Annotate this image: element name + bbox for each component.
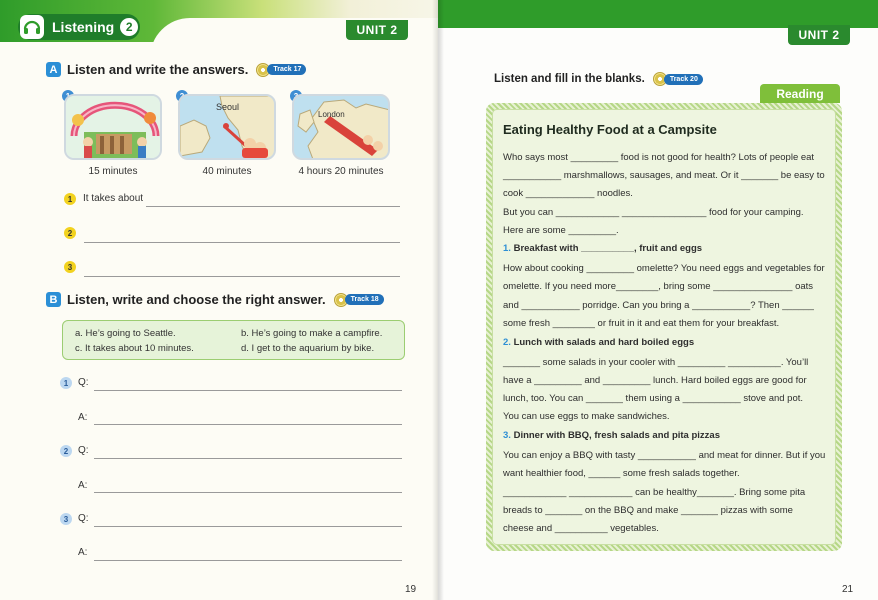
right-header-band <box>438 0 878 28</box>
item-b1-a-label: A: <box>78 412 88 423</box>
item-b3-a-label: A: <box>78 547 88 558</box>
reading-line: some fresh ________ or fruit in it and eat them for your breakfast. <box>503 318 780 329</box>
london-map-picture <box>292 94 390 160</box>
unit-tab-left: UNIT 2 <box>346 20 408 40</box>
reading-line: You can enjoy a BBQ with tasty ___________ and meat for dinner. But if you <box>503 450 826 461</box>
reading-line: But you can ____________ ________________ food for your camping. <box>503 207 804 218</box>
fill-blanks-instruction: Listen and fill in the blanks. <box>494 73 645 85</box>
option-c[interactable]: c. It takes about 10 minutes. <box>75 343 194 354</box>
item-b1-q-label: Q: <box>78 377 89 388</box>
listening-number: 2 <box>120 18 138 36</box>
reading-subheading-3: 3. Dinner with BBQ, fresh salads and pita pizzas <box>503 430 720 441</box>
reading-line: How about cooking _________ omelette? You need eggs and vegetables for <box>503 263 825 274</box>
item-b2-number: 2 <box>60 445 72 457</box>
picture-1-caption: 15 minutes <box>88 166 138 177</box>
item-b2-q-label: Q: <box>78 445 89 456</box>
reading-line: have a _________ and _________ lunch. Hard boiled eggs are good for <box>503 375 807 386</box>
item-a1-number: 1 <box>64 193 76 205</box>
reading-line: Who says most _________ food is not good for health? Lots of people eat <box>503 152 815 163</box>
track-18-badge[interactable]: Track 18 <box>334 293 384 307</box>
section-b-heading <box>46 292 384 307</box>
section-a-letter: A <box>46 62 61 77</box>
item-a3-number: 3 <box>64 261 76 273</box>
reading-subheading-1: 1. Breakfast with __________, fruit and eggs <box>503 243 703 254</box>
reading-title: Eating Healthy Food at a Campsite <box>503 122 717 137</box>
reading-line: _______ some salads in your cooler with _________ __________. You’ll <box>503 357 809 368</box>
listening-badge <box>18 14 140 40</box>
reading-line: Here are some _________. <box>503 225 619 236</box>
answer-line-b1-q[interactable] <box>94 390 402 391</box>
unit-tab-right: UNIT 2 <box>788 25 850 45</box>
reading-line: breads to _______ on the BBQ and make _______ pizzas with some <box>503 505 793 516</box>
left-page <box>0 0 438 600</box>
item-b2-a-label: A: <box>78 480 88 491</box>
answer-line-b2-a[interactable] <box>94 492 402 493</box>
seoul-map-label: Seoul <box>216 102 240 112</box>
fill-blanks-heading <box>494 72 703 86</box>
item-b1-number: 1 <box>60 377 72 389</box>
option-d[interactable]: d. I get to the aquarium by bike. <box>241 343 375 354</box>
right-page <box>438 0 878 600</box>
reading-line: want healthier food, ______ some fresh salads together. <box>503 468 740 479</box>
reading-line: ____________ ____________ can be healthy_______. Bring some pita <box>503 487 806 498</box>
answer-line-a2[interactable] <box>84 242 400 243</box>
seoul-map-picture <box>178 94 276 160</box>
track-20-badge[interactable]: Track 20 <box>653 72 703 86</box>
section-a-title: Listen and write the answers. <box>67 62 249 77</box>
section-b-letter: B <box>46 292 61 307</box>
answer-options-box <box>62 320 405 360</box>
reading-subheading-2: 2. Lunch with salads and hard boiled eggs <box>503 337 695 348</box>
london-map-label: London <box>318 110 345 119</box>
headphone-icon <box>20 15 44 39</box>
item-b3-q-label: Q: <box>78 513 89 524</box>
reading-line: lunch, too. You can _______ them using a ___________ stove and pot. <box>503 393 804 404</box>
reading-box <box>486 103 842 551</box>
option-a[interactable]: a. He’s going to Seattle. <box>75 328 176 339</box>
listening-label: Listening <box>52 19 115 35</box>
reading-line: and ___________ porridge. Can you bring a ___________? Then ______ <box>503 300 814 311</box>
answer-line-b1-a[interactable] <box>94 424 402 425</box>
reading-line: cook _____________ noodles. <box>503 188 633 199</box>
page-number-right: 21 <box>842 584 854 595</box>
section-b-title: Listen, write and choose the right answer. <box>67 292 326 307</box>
book-gutter <box>432 0 444 600</box>
reading-line: You can use eggs to make sandwiches. <box>503 411 670 422</box>
reading-tab: Reading <box>760 84 840 103</box>
reading-line: cheese and __________ vegetables. <box>503 523 659 534</box>
answer-line-b3-a[interactable] <box>94 560 402 561</box>
picture-2-caption: 40 minutes <box>202 166 252 177</box>
option-b[interactable]: b. He’s going to make a campfire. <box>241 328 383 339</box>
answer-line-b2-q[interactable] <box>94 458 402 459</box>
reading-panel <box>492 109 836 545</box>
reading-line: omelette. If you need more________, bring some _______________ oats <box>503 281 814 292</box>
item-a1-prompt: It takes about <box>83 193 144 204</box>
picture-3-caption: 4 hours 20 minutes <box>298 166 384 177</box>
answer-line-a3[interactable] <box>84 276 400 277</box>
amusement-park-picture <box>64 94 162 160</box>
answer-line-a1[interactable] <box>146 206 400 207</box>
page-number-left: 19 <box>405 584 417 595</box>
answer-line-b3-q[interactable] <box>94 526 402 527</box>
item-b3-number: 3 <box>60 513 72 525</box>
section-a-heading <box>46 62 306 77</box>
reading-line: ___________ marshmallows, sausages, and meat. Or it _______ be easy to <box>503 170 825 181</box>
track-17-badge[interactable]: Track 17 <box>256 63 306 77</box>
item-a2-number: 2 <box>64 227 76 239</box>
